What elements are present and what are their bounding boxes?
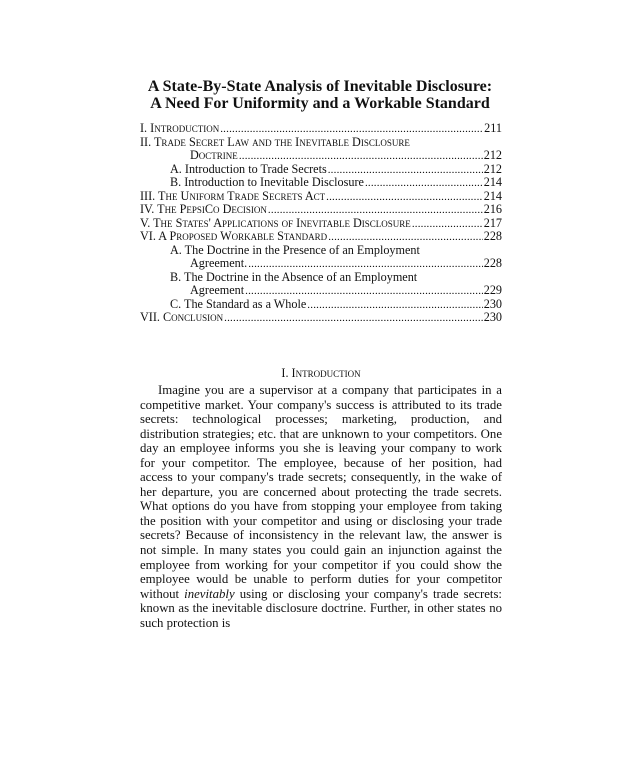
toc-entry-page: 216 bbox=[483, 202, 502, 216]
toc-entry-page: 228 bbox=[483, 256, 502, 270]
toc-entry bbox=[140, 190, 502, 204]
toc-entry bbox=[140, 176, 502, 190]
table-of-contents bbox=[140, 122, 502, 325]
toc-entry bbox=[140, 149, 502, 163]
toc-entry-page: 217 bbox=[483, 215, 502, 230]
toc-entry-title: III. The Uniform Trade Secrets Act bbox=[140, 188, 326, 203]
toc-entry-title: I. Introduction bbox=[140, 121, 220, 135]
toc-entry-page: 230 bbox=[483, 310, 502, 324]
body-text-part-2: using or disclosing your company's trade secrets: known as the inevitable disclosure doctrine. Further, in other states no such protection is bbox=[140, 586, 502, 630]
body-paragraph bbox=[140, 383, 502, 630]
title-line-2: A Need For Uniformity and a Workable Standard bbox=[150, 95, 490, 112]
toc-entry bbox=[140, 244, 502, 258]
toc-entry-title: A. Introduction to Trade Secrets bbox=[170, 161, 327, 176]
toc-entry-page: 214 bbox=[483, 175, 502, 189]
article-title bbox=[138, 78, 502, 112]
toc-leader-dots bbox=[412, 218, 483, 232]
toc-leader-dots bbox=[365, 177, 483, 191]
toc-entry-page: 228 bbox=[483, 229, 502, 243]
toc-entry bbox=[140, 284, 502, 298]
toc-entry-page: 229 bbox=[483, 283, 502, 297]
toc-entry-page: 214 bbox=[483, 188, 502, 203]
toc-entry bbox=[140, 311, 502, 325]
toc-entry-title: A. The Doctrine in the Presence of an Employment bbox=[170, 242, 420, 257]
body-emphasis: inevitably bbox=[184, 586, 235, 601]
toc-entry-title: B. Introduction to Inevitable Disclosure bbox=[170, 175, 364, 189]
title-line-1: A State-By-State Analysis of Inevitable Disclosure: bbox=[147, 78, 493, 95]
toc-leader-dots bbox=[224, 312, 483, 326]
toc-entry bbox=[140, 257, 502, 271]
toc-entry bbox=[140, 217, 502, 231]
toc-entry-title: Agreement bbox=[190, 283, 245, 297]
toc-entry bbox=[140, 122, 502, 136]
toc-leader-dots bbox=[307, 299, 482, 313]
toc-entry-page: 212 bbox=[483, 148, 502, 162]
toc-entry-title: V. The States' Applications of Inevitable Disclosure bbox=[140, 215, 411, 230]
toc-entry-title: IV. The PepsiCo Decision bbox=[140, 202, 267, 216]
toc-entry-page: 211 bbox=[484, 121, 502, 135]
toc-entry bbox=[140, 298, 502, 312]
section-heading: I. Introduction bbox=[281, 366, 361, 380]
toc-entry bbox=[140, 230, 502, 244]
toc-entry-title: II. Trade Secret Law and the Inevitable Disclosure bbox=[140, 134, 410, 149]
toc-entry bbox=[140, 136, 502, 150]
body-text-part-1: Imagine you are a supervisor at a company that participates in a competitive market. Your company's success is attributed to its trade secrets: technological processes; marketing, production, and distribution strategies; etc. that are unknown to your competitors. One day an employee informs you she is leaving your company to work for your competitor. The employee, because of her position, had access to your company's trade secrets; consequently, in the wake of her departure, you are concerned about protecting the trade secrets. What options do you have from stopping your employee from taking the position with your competitor and using or disclosing your trade secrets? Because of inconsistency in the relevant law, the answer is not simple. In many states you could gain an injunction against the employee from working for your competitor if you could show the employee would be unable to perform duties for your competitor without bbox=[140, 383, 502, 601]
toc-entry-title: C. The Standard as a Whole bbox=[170, 296, 307, 311]
toc-entry-title: Doctrine bbox=[190, 148, 238, 162]
toc-entry-page: 230 bbox=[483, 296, 502, 311]
toc-leader-dots bbox=[326, 191, 483, 205]
toc-entry-title: B. The Doctrine in the Absence of an Employment bbox=[170, 269, 418, 284]
toc-entry-title: Agreement. bbox=[190, 256, 248, 270]
toc-entry-title: VI. A Proposed Workable Standard bbox=[140, 229, 328, 243]
toc-entry bbox=[140, 203, 502, 217]
toc-entry-page: 212 bbox=[483, 161, 502, 176]
toc-entry bbox=[140, 163, 502, 177]
toc-entry-title: VII. Conclusion bbox=[140, 310, 224, 324]
toc-entry bbox=[140, 271, 502, 285]
